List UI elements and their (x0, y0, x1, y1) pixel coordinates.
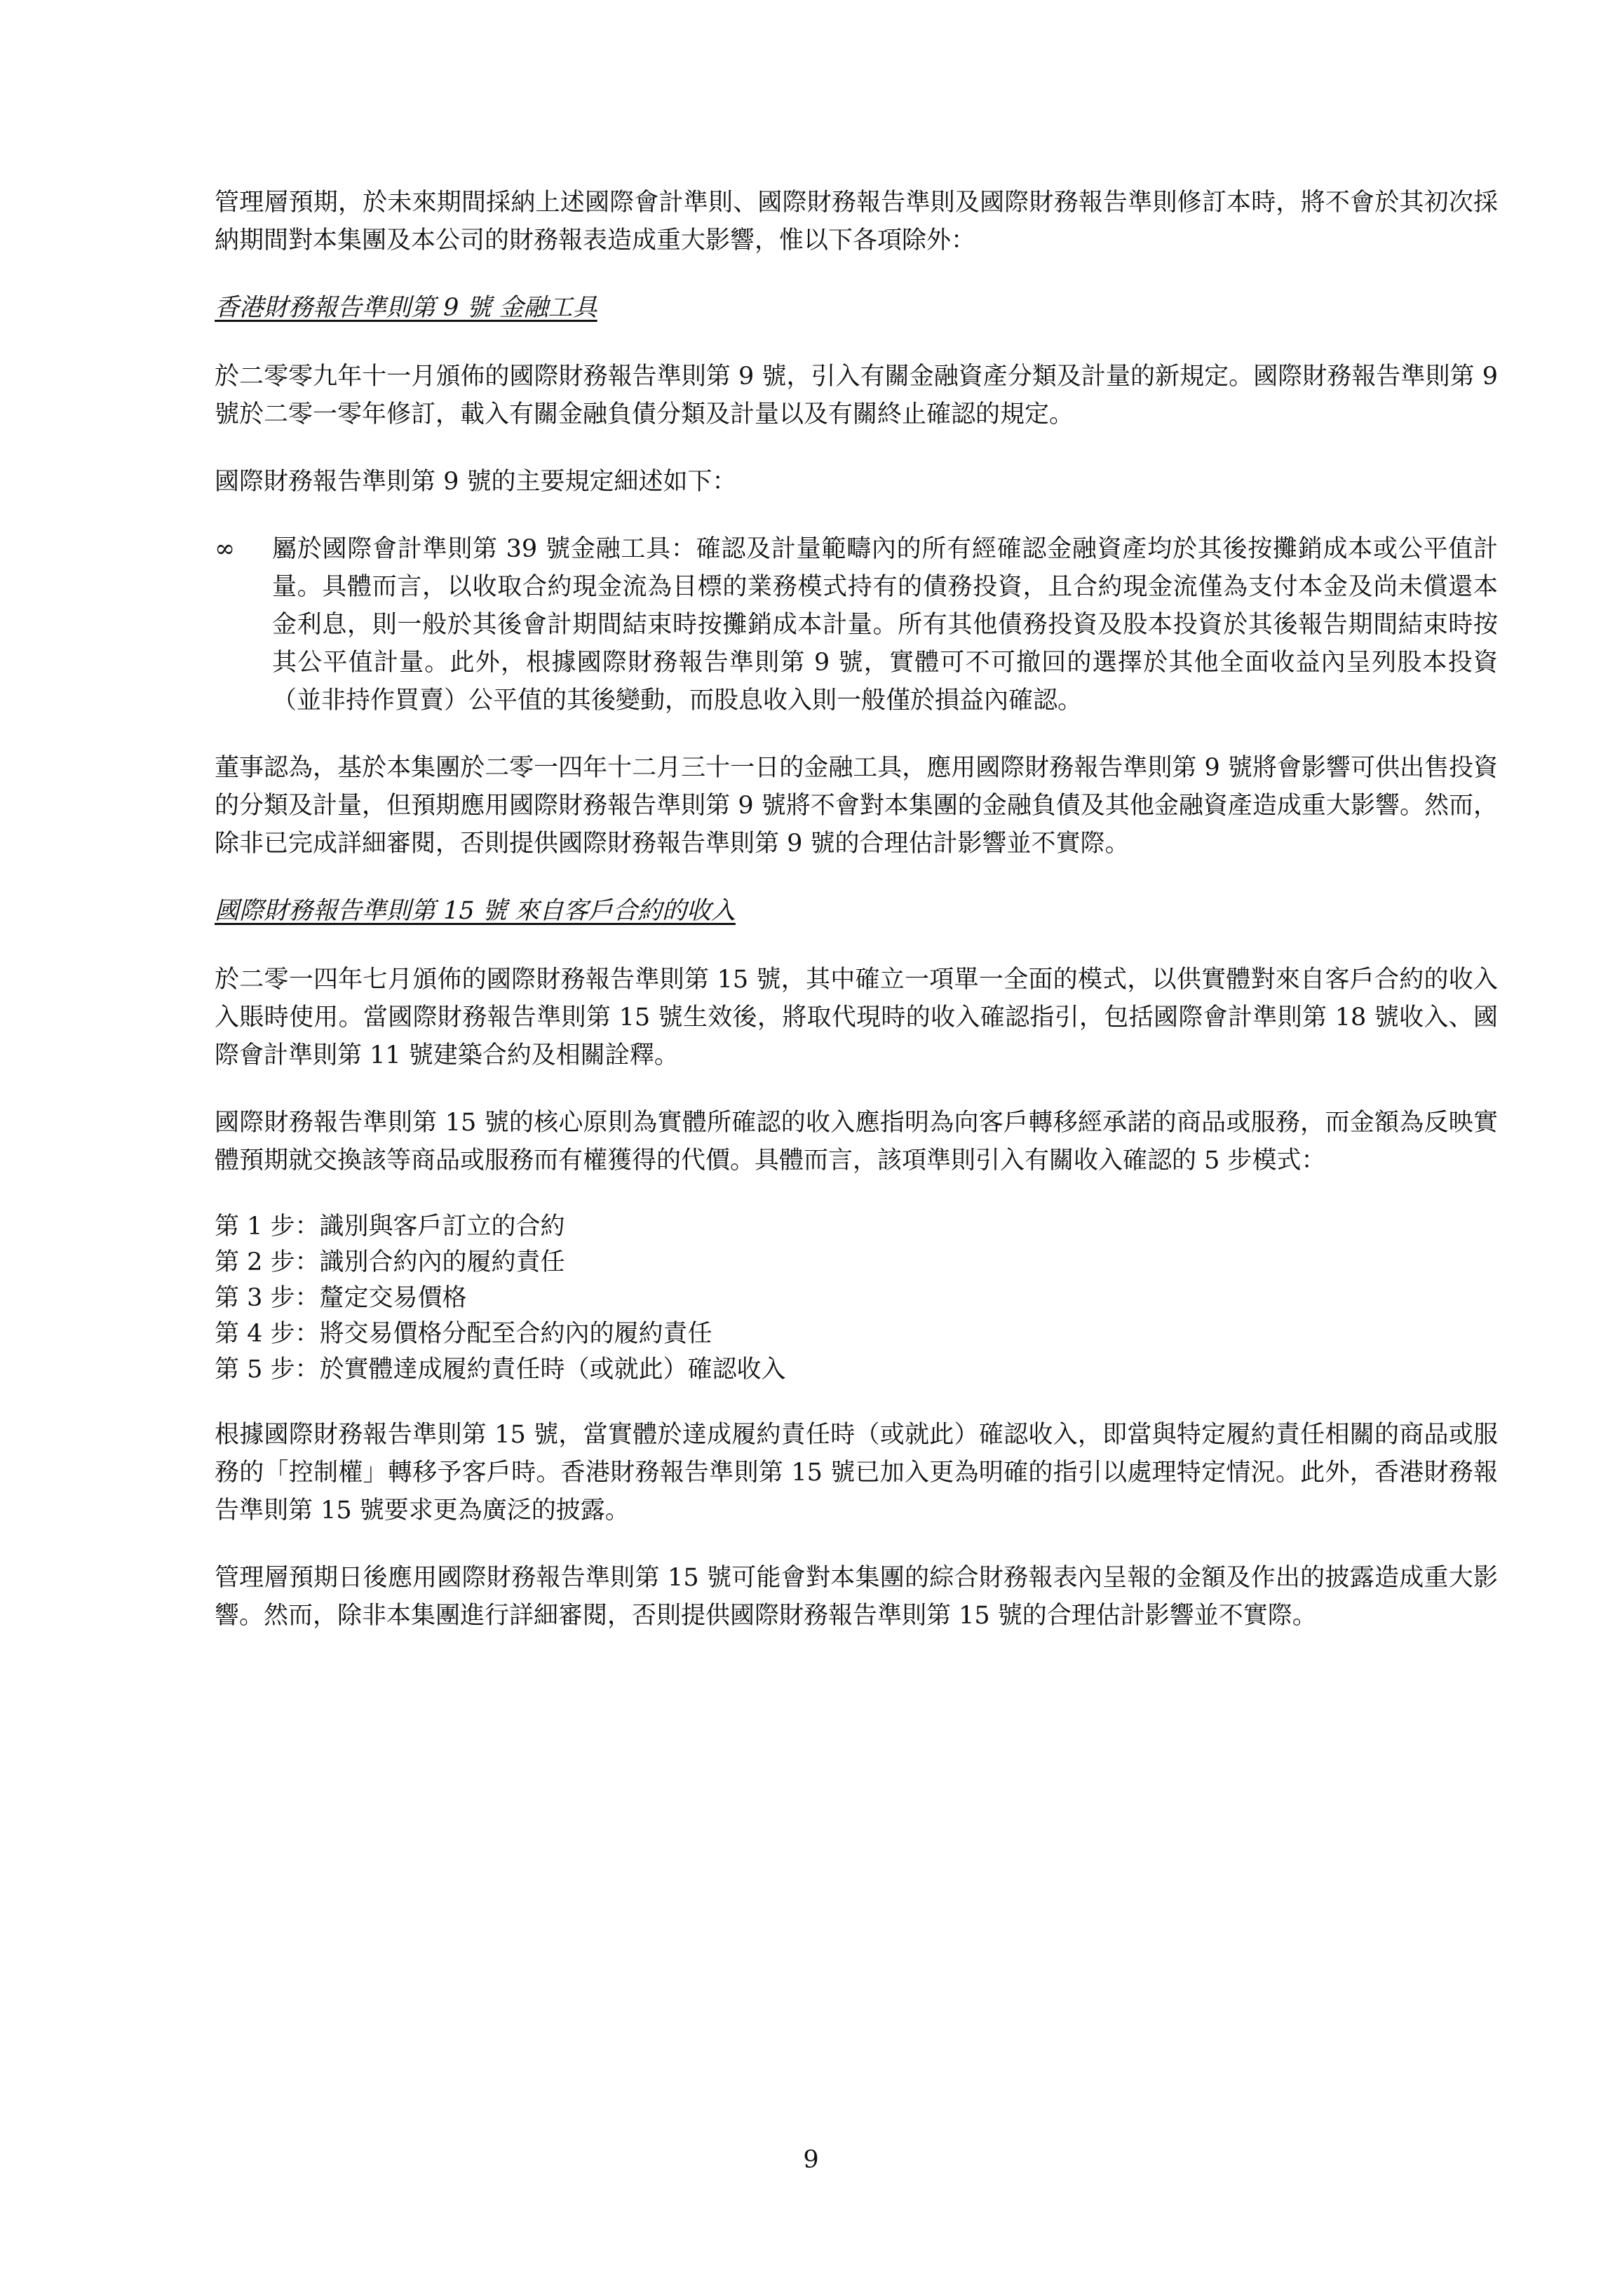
ifrs9-bullet-item (215, 530, 1498, 720)
bullet-text: 屬於國際會計準則第 39 號金融工具：確認及計量範疇內的所有經確認金融資產均於其後按攤銷成本或公平值計量。具體而言，以收取合約現金流為目標的業務模式持有的債務投資，且合約現金流僅為支付本金及尚未償還本金利息，則一般於其後會計期間結束時按攤銷成本計量。所有其他債務投資及股本投資於其後報告期間結束時按其公平值計量。此外，根據國際財務報告準則第 9 號，實體可不可撤回的選擇於其他全面收益內呈列股本投資（並非持作買賣）公平值的其後變動，而股息收入則一般僅於損益內確認。 (272, 535, 1498, 715)
five-step-list (215, 1209, 1498, 1388)
ifrs9-heading: 香港財務報告準則第 9 號 金融工具 (215, 294, 597, 322)
bullet-mark: ∞ (215, 535, 236, 563)
intro-paragraph: 管理層預期，於未來期間採納上述國際會計準則、國際財務報告準則及國際財務報告準則修訂本時，將不會於其初次採納期間對本集團及本公司的財務報表造成重大影響，惟以下各項除外： (215, 189, 1498, 255)
ifrs9-paragraph-1: 於二零零九年十一月頒佈的國際財務報告準則第 9 號，引入有關金融資產分類及計量的新規定。國際財務報告準則第 9 號於二零一零年修訂，載入有關金融負債分類及計量以及有關終止確認的規定。 (215, 363, 1498, 428)
step-item: 第 4 步：將交易價格分配至合約內的履約責任 (215, 1320, 712, 1348)
ifrs15-paragraph-4: 管理層預期日後應用國際財務報告準則第 15 號可能會對本集團的綜合財務報表內呈報的金額及作出的披露造成重大影響。然而，除非本集團進行詳細審閱，否則提供國際財務報告準則第 15 號的合理估計影響並不實際。 (215, 1564, 1498, 1630)
step-item: 第 1 步：識別與客戶訂立的合約 (215, 1213, 565, 1241)
ifrs15-paragraph-2: 國際財務報告準則第 15 號的核心原則為實體所確認的收入應指明為向客戶轉移經承諾的商品或服務，而金額為反映實體預期就交換該等商品或服務而有權獲得的代價。具體而言，該項準則引入有關收入確認的 5 步模式： (215, 1109, 1498, 1175)
step-item: 第 2 步：識別合約內的履約責任 (215, 1248, 565, 1276)
ifrs9-paragraph-3: 董事認為，基於本集團於二零一四年十二月三十一日的金融工具，應用國際財務報告準則第 9 號將會影響可供出售投資的分類及計量，但預期應用國際財務報告準則第 9 號將不會對本集團的金融負債及其他金融資產造成重大影響。然而，除非已完成詳細審閱，否則提供國際財務報告準則第 9 號的合理估計影響並不實際。 (215, 754, 1498, 858)
ifrs15-heading: 國際財務報告準則第 15 號 來自客戶合約的收入 (215, 897, 736, 925)
ifrs15-paragraph-3: 根據國際財務報告準則第 15 號，當實體於達成履約責任時（或就此）確認收入，即當與特定履約責任相關的商品或服務的「控制權」轉移予客戶時。香港財務報告準則第 15 號已加入更為明確的指引以處理特定情況。此外，香港財務報告準則第 15 號要求更為廣泛的披露。 (215, 1421, 1498, 1525)
ifrs15-paragraph-1: 於二零一四年七月頒佈的國際財務報告準則第 15 號，其中確立一項單一全面的模式，以供實體對來自客戶合約的收入入賬時使用。當國際財務報告準則第 15 號生效後，將取代現時的收入確認指引，包括國際會計準則第 18 號收入、國際會計準則第 11 號建築合約及相關詮釋。 (215, 966, 1498, 1069)
page-number: 9 (803, 2146, 819, 2174)
document-body (215, 184, 1498, 1664)
ifrs9-paragraph-2: 國際財務報告準則第 9 號的主要規定細述如下： (215, 468, 737, 496)
step-item: 第 5 步：於實體達成履約責任時（或就此）確認收入 (215, 1356, 786, 1384)
step-item: 第 3 步：釐定交易價格 (215, 1284, 467, 1312)
